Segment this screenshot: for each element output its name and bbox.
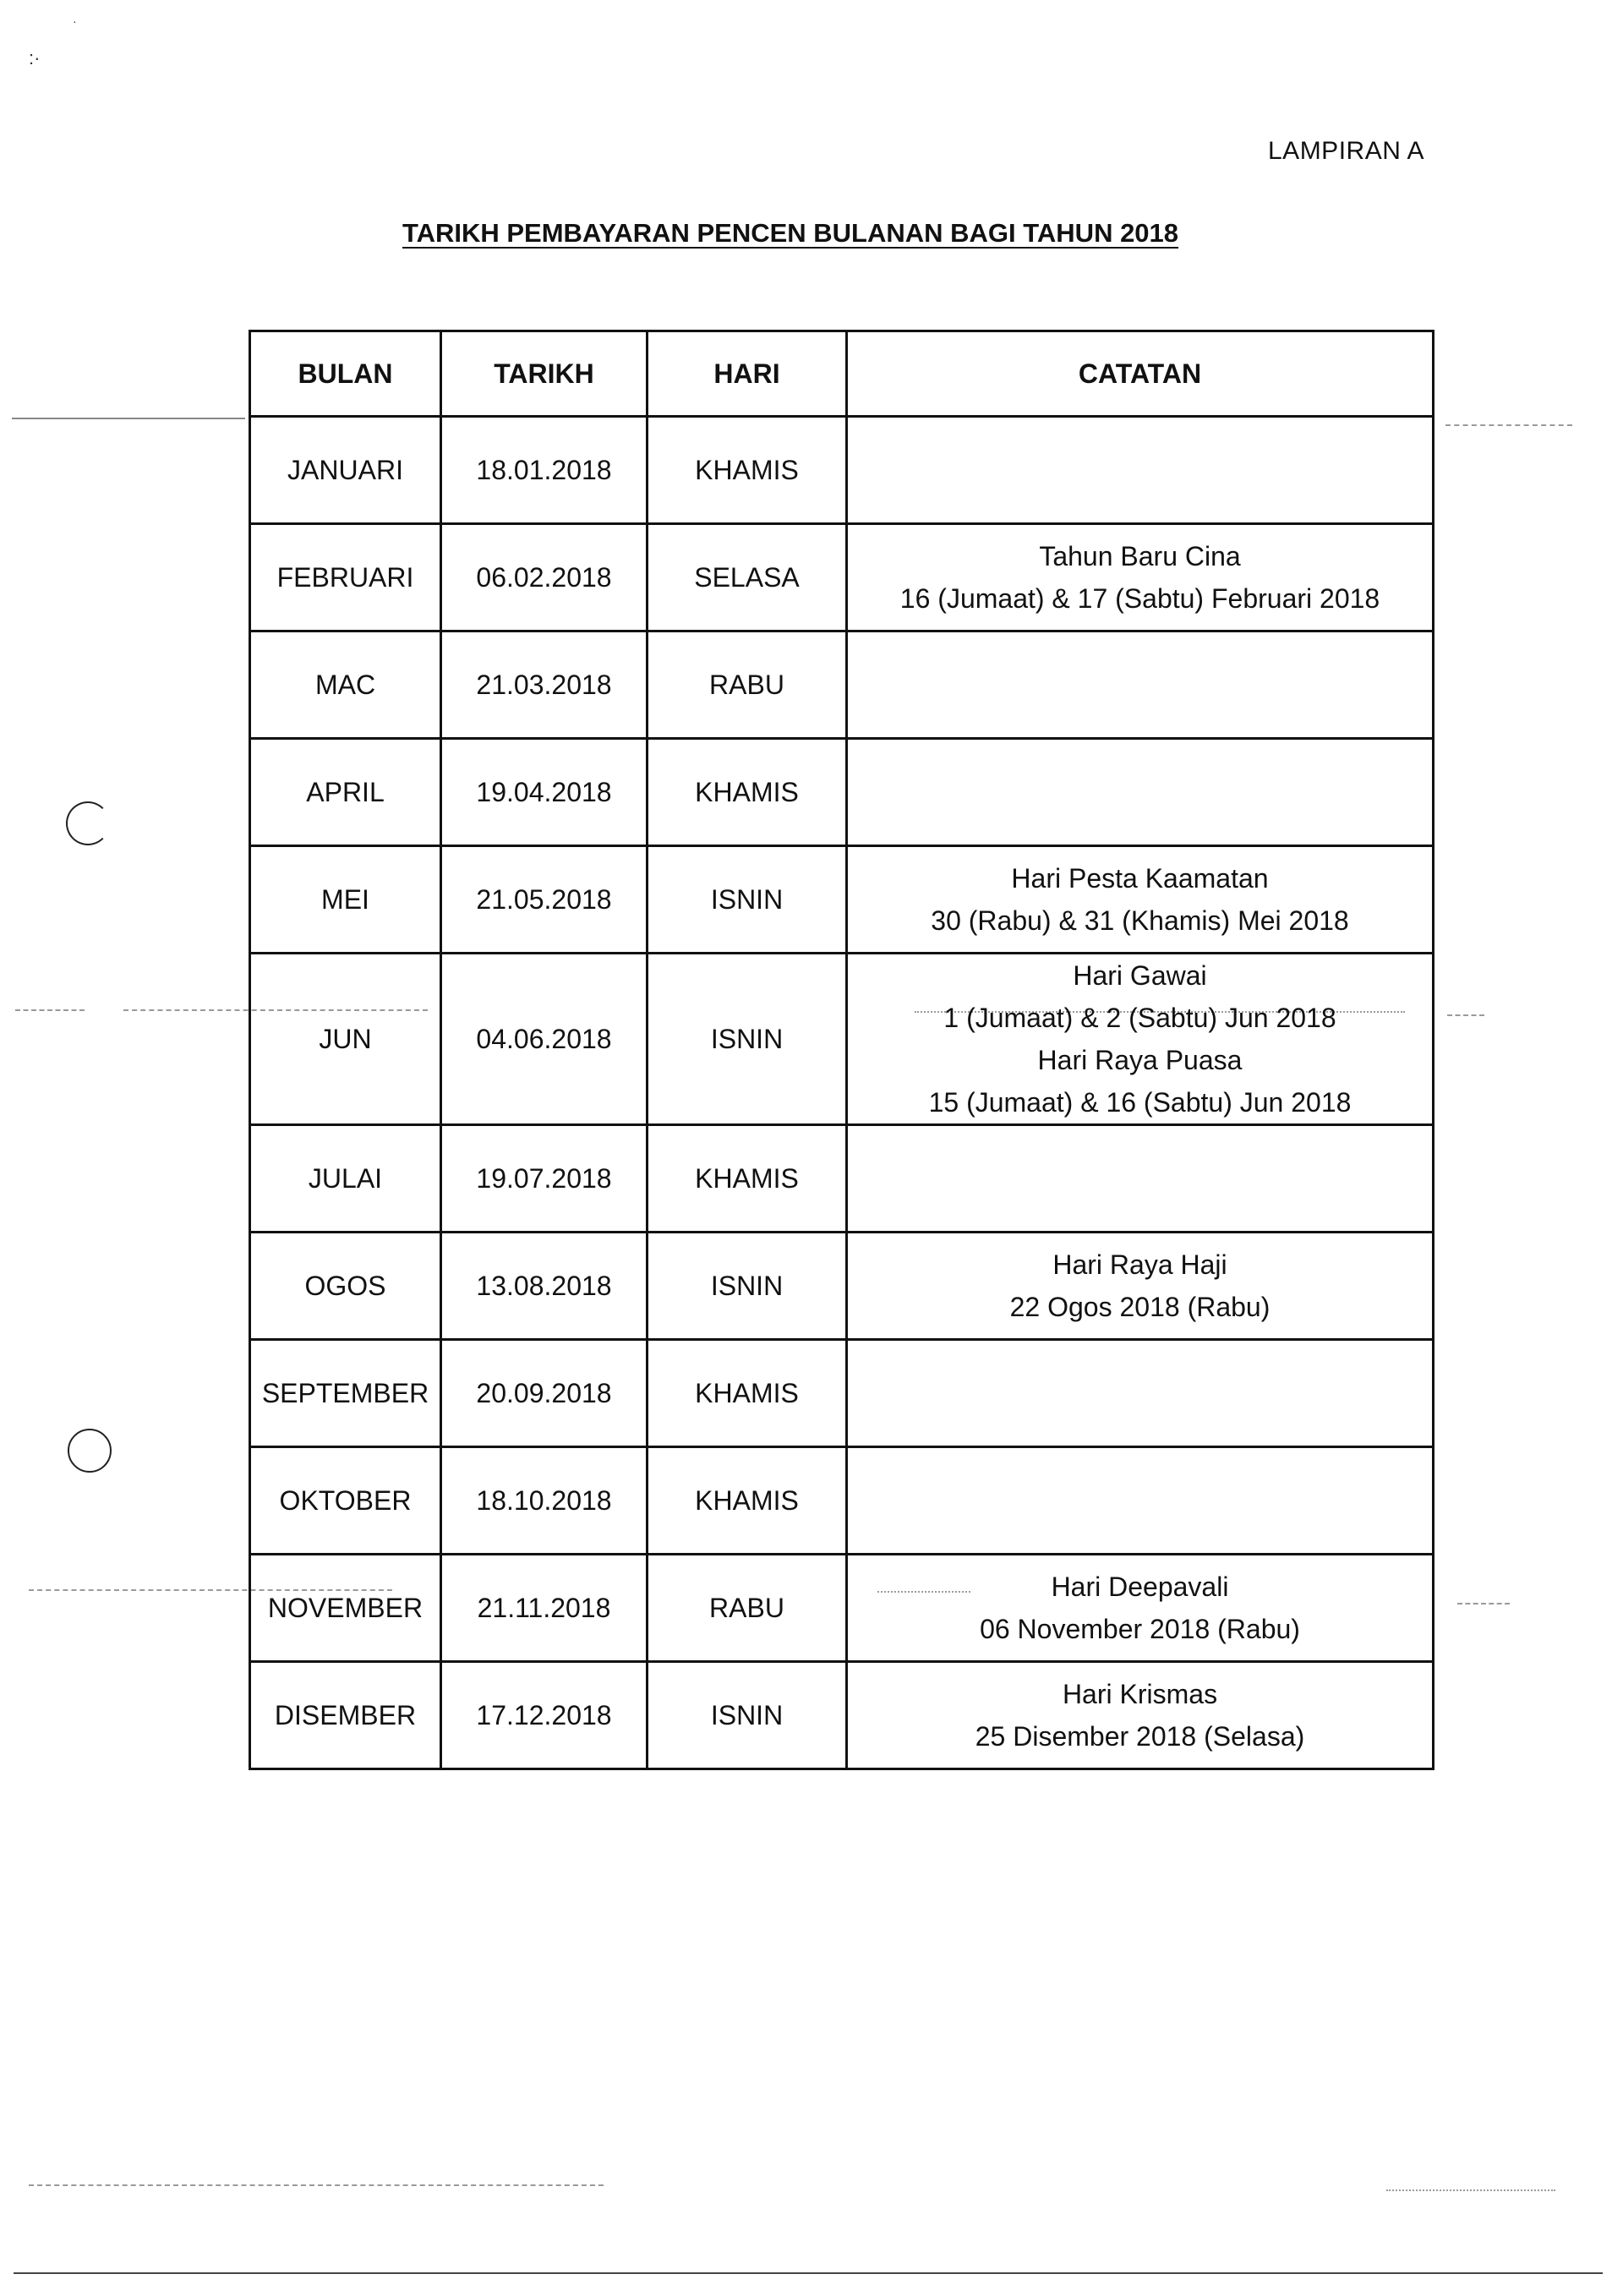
table-row	[250, 1233, 1434, 1340]
cell-bulan: NOVEMBER	[250, 1555, 441, 1662]
cell-hari: RABU	[648, 1555, 847, 1662]
cell-tarikh: 04.06.2018	[441, 954, 648, 1125]
cell-catatan	[847, 1447, 1434, 1555]
punch-hole-mark	[68, 1429, 112, 1473]
cell-catatan	[847, 1555, 1434, 1662]
cell-hari: KHAMIS	[648, 417, 847, 524]
catatan-line: Tahun Baru Cina	[1039, 541, 1241, 571]
cell-tarikh: 21.11.2018	[441, 1555, 648, 1662]
table-row	[250, 524, 1434, 631]
catatan-line: 25 Disember 2018 (Selasa)	[975, 1721, 1305, 1752]
cell-hari: ISNIN	[648, 846, 847, 954]
cell-tarikh: 18.10.2018	[441, 1447, 648, 1555]
cell-hari: KHAMIS	[648, 1447, 847, 1555]
column-header-hari: HARI	[648, 331, 847, 417]
cell-hari: KHAMIS	[648, 1340, 847, 1447]
cell-bulan: JULAI	[250, 1125, 441, 1233]
cell-bulan: JUN	[250, 954, 441, 1125]
cell-tarikh: 13.08.2018	[441, 1233, 648, 1340]
cell-hari: RABU	[648, 631, 847, 739]
cell-bulan: SEPTEMBER	[250, 1340, 441, 1447]
cell-catatan	[847, 1340, 1434, 1447]
scan-speck: :·	[29, 47, 41, 68]
cell-hari: KHAMIS	[648, 739, 847, 846]
cell-hari: ISNIN	[648, 954, 847, 1125]
scan-line	[29, 2184, 604, 2186]
cell-bulan: OGOS	[250, 1233, 441, 1340]
cell-tarikh: 20.09.2018	[441, 1340, 648, 1447]
punch-hole-mark	[66, 801, 110, 845]
cell-bulan: APRIL	[250, 739, 441, 846]
cell-bulan: FEBRUARI	[250, 524, 441, 631]
catatan-line: 1 (Jumaat) & 2 (Sabtu) Jun 2018	[943, 1003, 1336, 1033]
catatan-line: Hari Raya Haji	[1052, 1249, 1227, 1280]
catatan-line: 16 (Jumaat) & 17 (Sabtu) Februari 2018	[899, 583, 1380, 614]
table-row	[250, 631, 1434, 739]
cell-bulan: DISEMBER	[250, 1662, 441, 1769]
cell-hari: KHAMIS	[648, 1125, 847, 1233]
table-row	[250, 846, 1434, 954]
column-header-tarikh: TARIKH	[441, 331, 648, 417]
scan-line	[12, 418, 245, 419]
cell-catatan	[847, 631, 1434, 739]
table-header-row	[250, 331, 1434, 417]
catatan-line: Hari Deepavali	[1051, 1572, 1229, 1602]
cell-tarikh: 06.02.2018	[441, 524, 648, 631]
cell-catatan	[847, 739, 1434, 846]
catatan-line: 15 (Jumaat) & 16 (Sabtu) Jun 2018	[928, 1087, 1352, 1118]
scan-speck: ·	[73, 14, 77, 28]
catatan-line: Hari Raya Puasa	[1037, 1045, 1243, 1075]
scan-line	[14, 2272, 1603, 2274]
pension-payment-table	[249, 330, 1434, 1770]
scan-line	[1445, 424, 1572, 426]
scan-line	[1447, 1014, 1484, 1016]
table-row	[250, 954, 1434, 1125]
scan-line	[15, 1009, 85, 1011]
column-header-bulan: BULAN	[250, 331, 441, 417]
cell-catatan	[847, 954, 1434, 1125]
table-row	[250, 417, 1434, 524]
cell-catatan	[847, 1662, 1434, 1769]
cell-catatan	[847, 1233, 1434, 1340]
catatan-line: Hari Pesta Kaamatan	[1011, 863, 1269, 894]
catatan-line: 06 November 2018 (Rabu)	[980, 1614, 1300, 1644]
table-row	[250, 1340, 1434, 1447]
cell-tarikh: 21.03.2018	[441, 631, 648, 739]
catatan-line: 30 (Rabu) & 31 (Khamis) Mei 2018	[931, 905, 1349, 936]
cell-bulan: MAC	[250, 631, 441, 739]
column-header-catatan: CATATAN	[847, 331, 1434, 417]
cell-bulan: JANUARI	[250, 417, 441, 524]
cell-catatan	[847, 524, 1434, 631]
scan-line	[1386, 2189, 1555, 2191]
catatan-line: Hari Gawai	[1073, 960, 1207, 991]
catatan-line: Hari Krismas	[1062, 1679, 1218, 1709]
cell-bulan: OKTOBER	[250, 1447, 441, 1555]
cell-catatan	[847, 417, 1434, 524]
cell-hari: ISNIN	[648, 1233, 847, 1340]
cell-catatan	[847, 846, 1434, 954]
scan-line	[1457, 1603, 1510, 1604]
table-row	[250, 739, 1434, 846]
cell-tarikh: 21.05.2018	[441, 846, 648, 954]
cell-catatan	[847, 1125, 1434, 1233]
cell-hari: SELASA	[648, 524, 847, 631]
document-reference: LAMPIRAN A	[1268, 137, 1425, 165]
cell-hari: ISNIN	[648, 1662, 847, 1769]
table-body	[250, 417, 1434, 1769]
table-row	[250, 1125, 1434, 1233]
cell-tarikh: 18.01.2018	[441, 417, 648, 524]
table-row	[250, 1447, 1434, 1555]
table-row	[250, 1555, 1434, 1662]
catatan-line: 22 Ogos 2018 (Rabu)	[1009, 1292, 1271, 1322]
cell-tarikh: 19.07.2018	[441, 1125, 648, 1233]
cell-bulan: MEI	[250, 846, 441, 954]
cell-tarikh: 19.04.2018	[441, 739, 648, 846]
table-row	[250, 1662, 1434, 1769]
document-title: TARIKH PEMBAYARAN PENCEN BULANAN BAGI TAHUN 2018	[402, 218, 1179, 248]
cell-tarikh: 17.12.2018	[441, 1662, 648, 1769]
